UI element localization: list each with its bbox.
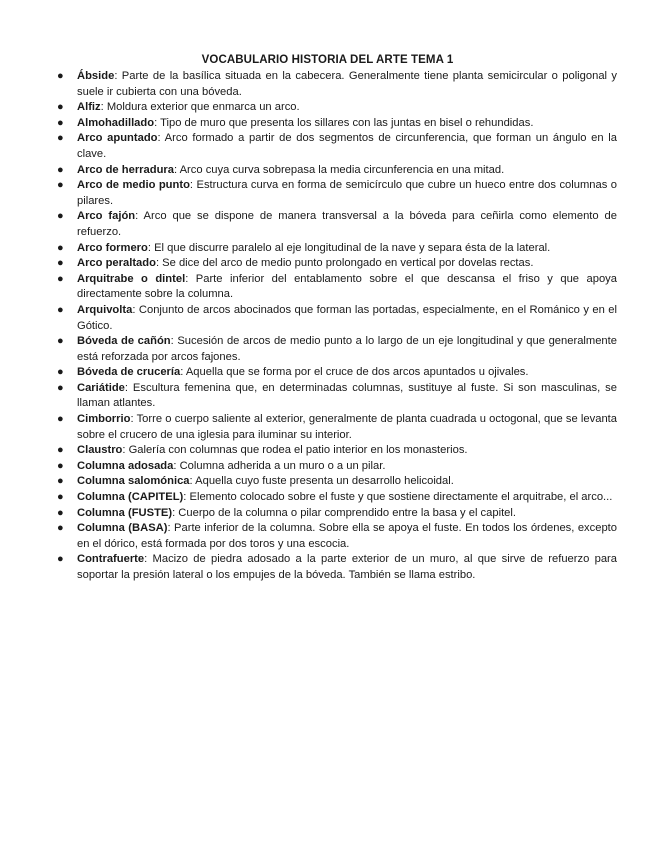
entry-term: Contrafuerte: [77, 553, 145, 566]
entry-term: Claustro: [77, 444, 123, 457]
vocabulary-entry: [57, 178, 617, 209]
entry-definition: : Conjunto de arcos abocinados que forman las portadas, especialmente, en el Románico y en el Gótico.: [77, 303, 617, 332]
vocabulary-entry: [57, 163, 617, 179]
bullet-icon: ●: [57, 179, 64, 192]
entry-term: Alfiz: [77, 101, 101, 114]
vocabulary-entry: [57, 459, 617, 475]
vocabulary-entry: [57, 272, 617, 303]
entry-term: Ábside: [77, 70, 115, 82]
entry-term: Arco fajón: [77, 210, 136, 223]
entry-term: Columna salomónica: [77, 475, 190, 488]
vocabulary-entry: [57, 100, 617, 116]
bullet-icon: ●: [57, 70, 64, 82]
entry-term: Arco peraltado: [77, 257, 156, 270]
vocabulary-entry: [57, 381, 617, 412]
bullet-icon: ●: [57, 444, 64, 457]
bullet-icon: ●: [57, 101, 64, 114]
entry-term: Arquivolta: [77, 303, 133, 316]
entry-term: Cariátide: [77, 381, 125, 394]
entry-term: Columna (BASA): [77, 522, 168, 535]
entry-definition: : Galería con columnas que rodea el patio interior en los monasterios.: [122, 444, 468, 457]
entry-term: Arco formero: [77, 241, 148, 254]
entry-definition: : Macizo de piedra adosado a la parte exterior de un muro, al que sirve de refuerzo para soportar la presión lateral o los empujes de la bóveda. También se llama estribo.: [77, 553, 617, 581]
bullet-icon: ●: [57, 491, 64, 504]
vocabulary-entry: [57, 521, 617, 552]
entry-term: Bóveda de cañón: [77, 335, 171, 348]
entry-definition: : Parte inferior del entablamento sobre el que descansa el friso y que apoya directamente sobre la columna.: [77, 272, 617, 301]
vocabulary-entry: [57, 116, 617, 132]
vocabulary-entry: [57, 241, 617, 257]
entry-term: Cimborrio: [77, 413, 131, 426]
bullet-icon: ●: [57, 272, 64, 285]
bullet-icon: ●: [57, 459, 64, 472]
entry-definition: : Escultura femenina que, en determinadas columnas, sustituye al fuste. Si son masculinas, se llaman atlantes.: [77, 381, 617, 410]
entry-term: Arco de herradura: [77, 163, 174, 176]
bullet-icon: ●: [57, 506, 64, 519]
entry-term: Almohadillado: [77, 116, 155, 129]
vocabulary-entry: [57, 303, 617, 334]
vocabulary-entry: [57, 209, 617, 240]
vocabulary-entry: [57, 334, 617, 365]
bullet-icon: ●: [57, 303, 64, 316]
bullet-icon: ●: [57, 257, 64, 270]
entry-definition: : Arco que se dispone de manera transversal a la bóveda para ceñirla como elemento de refuerzo.: [77, 210, 617, 238]
entry-term: Arco de medio punto: [77, 179, 190, 192]
vocabulary-entry: [57, 490, 617, 506]
entry-definition: : Aquella cuyo fuste presenta un desarrollo helicoidal.: [189, 475, 454, 488]
entry-definition: : Torre o cuerpo saliente al exterior, generalmente de planta cuadrada u octogonal, que se levanta sobre el crucero de una iglesia para iluminar su interior.: [77, 413, 617, 441]
bullet-icon: ●: [57, 241, 64, 254]
entry-definition: : Tipo de muro que presenta los sillares con las juntas en bisel o rehundidas.: [154, 116, 534, 129]
entry-definition: : El que discurre paralelo al eje longitudinal de la nave y separa ésta de la lateral.: [147, 241, 551, 254]
vocabulary-entry: [57, 506, 617, 522]
bullet-icon: ●: [57, 366, 64, 379]
bullet-icon: ●: [57, 335, 64, 348]
vocabulary-entry: [57, 131, 617, 162]
entry-term: Arco apuntado: [77, 132, 158, 145]
entry-definition: : Arco formado a partir de dos segmentos de circunferencia, que forman un ángulo en la clave.: [77, 132, 618, 160]
bullet-icon: ●: [57, 522, 64, 535]
entry-definition: : Arco cuya curva sobrepasa la media circunferencia en una mitad.: [174, 163, 505, 176]
entry-term: Columna (CAPITEL): [77, 491, 184, 504]
vocabulary-entry: [57, 443, 617, 459]
document-title: VOCABULARIO HISTORIA DEL ARTE TEMA 1: [201, 54, 454, 66]
vocabulary-list: [57, 69, 617, 584]
entry-definition: : Se dice del arco de medio punto prolongado en vertical por dovelas rectas.: [155, 257, 534, 270]
bullet-icon: ●: [57, 475, 64, 488]
entry-term: Columna (FUSTE): [77, 506, 173, 519]
bullet-icon: ●: [57, 132, 64, 145]
vocabulary-entry: [57, 256, 617, 272]
bullet-icon: ●: [57, 381, 64, 394]
entry-definition: : Aquella que se forma por el cruce de dos arcos apuntados u ojivales.: [180, 366, 529, 379]
entry-definition: : Parte de la basílica situada en la cabecera. Generalmente tiene planta semicircular o poligonal y suele ir cubierta con una bóveda.: [77, 70, 617, 98]
entry-definition: : Moldura exterior que enmarca un arco.: [100, 101, 300, 114]
bullet-icon: ●: [57, 116, 64, 129]
entry-definition: : Sucesión de arcos de medio punto a lo largo de un eje longitudinal y que generalmente está reforzada por arcos fajones.: [77, 335, 617, 363]
entry-definition: : Parte inferior de la columna. Sobre ella se apoya el fuste. En todos los órdenes, excepto en el dórico, está formada por dos toros y una escocia.: [77, 522, 617, 550]
entry-term: Arquitrabe o dintel: [77, 272, 186, 285]
bullet-icon: ●: [57, 553, 64, 566]
entry-definition: : Estructura curva en forma de semicírculo que cubre un hueco entre dos columnas o pilares.: [77, 179, 617, 207]
entry-definition: : Cuerpo de la columna o pilar comprendido entre la basa y el capitel.: [172, 506, 516, 519]
entry-definition: : Columna adherida a un muro o a un pilar.: [173, 459, 386, 472]
entry-term: Bóveda de crucería: [77, 366, 181, 379]
vocabulary-entry: [57, 365, 617, 381]
entry-definition: : Elemento colocado sobre el fuste y que sostiene directamente el arquitrabe, el arco...: [183, 491, 613, 504]
bullet-icon: ●: [57, 163, 64, 176]
vocabulary-entry: [57, 412, 617, 443]
vocabulary-entry: [57, 552, 617, 583]
vocabulary-entry: [57, 69, 617, 100]
entry-term: Columna adosada: [77, 459, 174, 472]
bullet-icon: ●: [57, 210, 64, 223]
vocabulary-entry: [57, 474, 617, 490]
bullet-icon: ●: [57, 413, 64, 426]
